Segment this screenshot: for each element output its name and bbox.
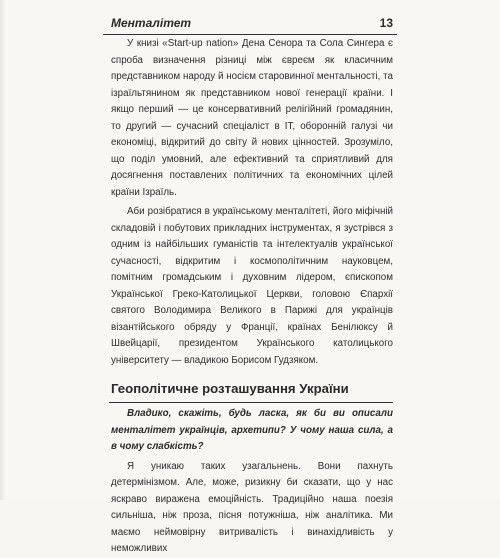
running-head bbox=[103, 14, 397, 35]
page-body bbox=[111, 36, 393, 558]
interview-question: Владико, скажіть, будь ласка, як би ви описали менталітет українців, архетипи? У чому наша сила, а в чому слабкість? bbox=[111, 408, 393, 452]
body-paragraph: Аби розібратися в українському менталітеті, його міфічній складовій і побутових прикладних інструментах, я зустрівся з одним із найбільших гуманістів та інтелектуалів української сучасності, відкритим і космополітичним науковцем, помітним громадським і духовним лідером, єпископом Української Греко-Католицької Церкви, головою Єпархії святого Володимира Великого в Парижі для українців візантійського обряду у Франції, країнах Бенілюксу й Швейцарії, президентом Українського католицького університету — владикою Борисом Гудзяком. bbox=[111, 206, 393, 366]
body-paragraph: У книзі «Start-up nation» Дена Сенора та Сола Сингера є спроба визначення різниці між євреєм як класичним представником народу й носієм старовинної ментальності, та ізраїльтянином як представником нової генерації країни. І якщо перший — це консервативний релігійний громадянин, то другий — сучасний спеціаліст в ІТ, оборонній галузі чи економіці, відкритий до світу й нових цінностей. Зрозуміло, що поділ умовний, але ефективний та сприятливий для досягнення поставлених політичних та економічних цілей країни Ізраїль. bbox=[111, 38, 393, 198]
page-edge-shadow bbox=[0, 0, 6, 500]
section-heading: Геополітичне розташування України bbox=[109, 380, 393, 403]
interview-answer: Я уникаю таких узагальнень. Вони пахнуть детермінізмом. Але, може, ризикну би сказати, що у нас яскраво виражена емоційність. Традиційно наша поезія сильніша, ніж проза, пісня потужніша, ніж аналітика. Ми маємо неймовірну витривалість і винахідливість у неможливих bbox=[111, 460, 393, 554]
running-head-section: Менталітет bbox=[111, 16, 192, 30]
page-number: 13 bbox=[379, 16, 393, 30]
